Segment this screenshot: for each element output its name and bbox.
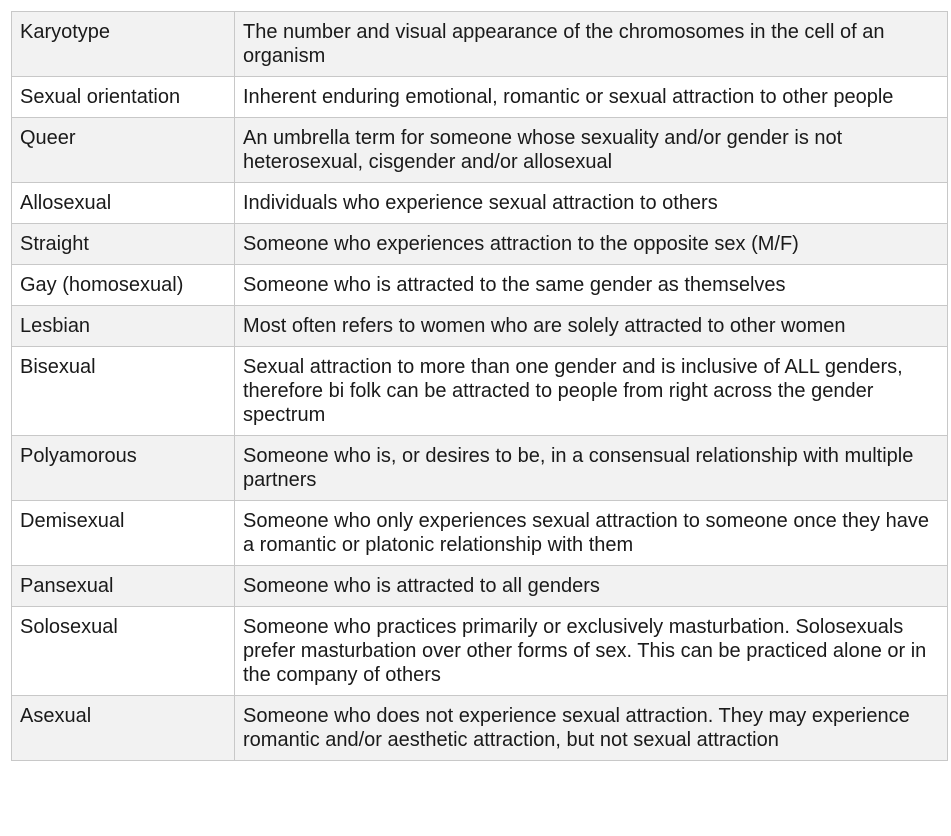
definition-cell: Someone who is attracted to all genders	[235, 566, 948, 607]
table-row	[12, 77, 948, 118]
table-row	[12, 12, 948, 77]
term-cell: Pansexual	[12, 566, 235, 607]
definition-cell: Most often refers to women who are solely attracted to other women	[235, 306, 948, 347]
term-cell: Gay (homosexual)	[12, 265, 235, 306]
term-cell: Polyamorous	[12, 436, 235, 501]
table-row	[12, 118, 948, 183]
table-row	[12, 183, 948, 224]
definition-cell: Someone who is attracted to the same gender as themselves	[235, 265, 948, 306]
definition-cell: Someone who does not experience sexual attraction. They may experience romantic and/or aesthetic attraction, but not sexual attraction	[235, 696, 948, 761]
definition-cell: Someone who experiences attraction to the opposite sex (M/F)	[235, 224, 948, 265]
table-row	[12, 306, 948, 347]
definition-cell: Someone who is, or desires to be, in a consensual relationship with multiple partners	[235, 436, 948, 501]
table-row	[12, 224, 948, 265]
term-cell: Sexual orientation	[12, 77, 235, 118]
term-cell: Bisexual	[12, 347, 235, 436]
definition-cell: An umbrella term for someone whose sexuality and/or gender is not heterosexual, cisgender and/or allosexual	[235, 118, 948, 183]
term-cell: Solosexual	[12, 607, 235, 696]
table-row	[12, 566, 948, 607]
table-row	[12, 607, 948, 696]
term-cell: Queer	[12, 118, 235, 183]
glossary-body	[12, 12, 948, 761]
definition-cell: Someone who only experiences sexual attraction to someone once they have a romantic or platonic relationship with them	[235, 501, 948, 566]
table-row	[12, 696, 948, 761]
term-cell: Karyotype	[12, 12, 235, 77]
definition-cell: Individuals who experience sexual attraction to others	[235, 183, 948, 224]
table-row	[12, 265, 948, 306]
definition-cell: Sexual attraction to more than one gender and is inclusive of ALL genders, therefore bi folk can be attracted to people from right across the gender spectrum	[235, 347, 948, 436]
definition-cell: Inherent enduring emotional, romantic or sexual attraction to other people	[235, 77, 948, 118]
term-cell: Lesbian	[12, 306, 235, 347]
term-cell: Allosexual	[12, 183, 235, 224]
term-cell: Asexual	[12, 696, 235, 761]
table-row	[12, 347, 948, 436]
glossary-table	[11, 11, 948, 761]
term-cell: Straight	[12, 224, 235, 265]
table-row	[12, 501, 948, 566]
term-cell: Demisexual	[12, 501, 235, 566]
table-row	[12, 436, 948, 501]
definition-cell: The number and visual appearance of the chromosomes in the cell of an organism	[235, 12, 948, 77]
definition-cell: Someone who practices primarily or exclusively masturbation. Solosexuals prefer masturbation over other forms of sex. This can be practiced alone or in the company of others	[235, 607, 948, 696]
glossary-container	[11, 11, 947, 761]
